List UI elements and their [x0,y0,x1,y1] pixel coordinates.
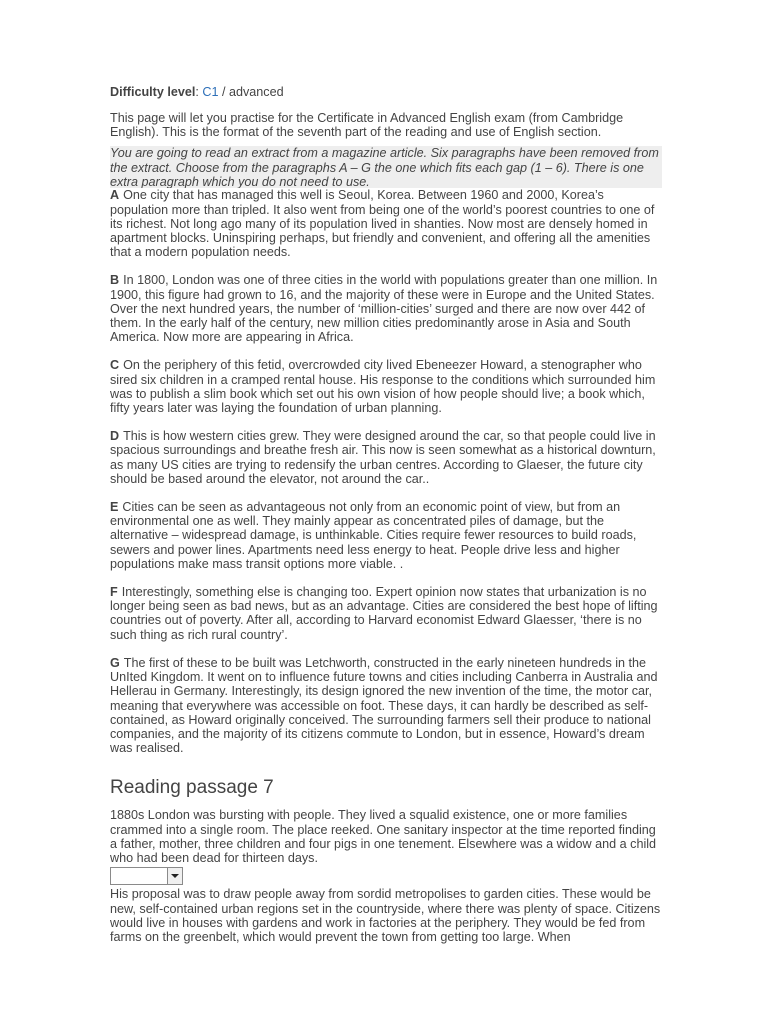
paragraph-text: This is how western cities grew. They were designed around the car, so that people could live in spacious surroundings and breathe fresh air. This now is seen somewhat as a historical downturn, as many US cities are trying to redensify the urban centres. According to Glaeser, the future city should be based around the elevator, not around the car.. [110,429,656,486]
passage-paragraph-2: His proposal was to draw people away from sordid metropolises to garden cities. These would be new, self-contained urban regions set in the countryside, where there was plenty of space. Citizens would live in houses with gardens and work in factories at the periphery. They would be fed from farms on the greenbelt, which would prevent the town from getting too large. When [110,887,661,944]
gap-1-value [111,868,167,884]
paragraph-e [110,500,662,571]
intro-text: This page will let you practise for the Certificate in Advanced English exam (from Cambridge English). This is the format of the seventh part of the reading and use of English section. [110,111,624,140]
paragraph-letter: D [110,429,120,444]
paragraph-letter: A [110,188,120,203]
section-title: Reading passage 7 [110,777,274,799]
paragraph-text: Interestingly, something else is changing too. Expert opinion now states that urbanization is no longer being seen as bad news, but as an advantage. Cities are considered the best hope of lifting countries out of poverty. After all, according to Harvard economist Edward Glaesser, ‘there is no such thing as rich rural country’. [110,585,658,642]
paragraph-a [110,188,662,259]
paragraph-f [110,585,662,642]
paragraph-letter: F [110,585,118,600]
chevron-down-icon[interactable] [167,868,182,884]
paragraph-text: Cities can be seen as advantageous not only from an economic point of view, but from an environmental one as well. They mainly appear as concentrated piles of damage, but the alternative – widespread damage, is unthinkable. Cities require fewer resources to build roads, sewers and power lines. Apartments need less energy to heat. People drive less and higher populations make mass transit options more viable. . [110,500,637,571]
paragraph-letter: G [110,655,120,670]
paragraph-letter: E [110,500,119,515]
paragraph-b [110,273,662,344]
paragraph-letter: C [110,358,120,373]
paragraph-c [110,358,662,415]
paragraph-g [110,656,662,755]
paragraph-text: One city that has managed this well is Seoul, Korea. Between 1960 and 2000, Korea’s population more than tripled. It also went from being one of the world’s poorest countries to one of its richest. Not long ago many of its population lived in shanties. Now most are densely homed in apartment blocks. Uninspiring perhaps, but friendly and convenient, and offering all the amenities that a modern population needs. [110,188,655,260]
level-link[interactable]: C1 [202,85,219,99]
difficulty-label: Difficulty level [110,85,196,99]
difficulty-separator: : [195,85,199,99]
gap-1-dropdown[interactable] [110,867,183,885]
instructions-box: You are going to read an extract from a magazine article. Six paragraphs have been removed from the extract. Choose from the paragraphs A – G the one which fits each gap (1 – 6). There is one extra paragraph which you do not need to use. [110,146,662,188]
paragraph-text: On the periphery of this fetid, overcrowded city lived Ebeneezer Howard, a stenographer who sired six children in a cramped rental house. His response to the conditions which surrounded him was to publish a slim book which set out his own vision of how people should live; a book which, fifty years later was laying the foundation of urban planning. [110,358,656,416]
difficulty-suffix: / advanced [218,85,284,99]
paragraph-d [110,429,662,486]
paragraph-text: In 1800, London was one of three cities in the world with populations greater than one million. In 1900, this figure had grown to 16, and the majority of these were in Europe and the United States. Over the next hundred years, the number of ‘million-cities’ surged and there are now over 442 of them. In the early half of the century, new million cities predominantly arose in Asia and South America. Now more are appearing in Africa. [110,273,658,345]
passage-paragraph-1: 1880s London was bursting with people. They lived a squalid existence, one or more families crammed into a single room. The place reeked. One sanitary inspector at the time reported finding a father, mother, three children and four pigs in one tenement. Elsewhere was a widow and a child who had been dead for thirteen days. [110,808,657,865]
paragraph-letter: B [110,273,120,288]
difficulty-level [110,85,662,100]
page-content [110,85,662,944]
paragraph-text: The first of these to be built was Letchworth, constructed in the early nineteen hundreds in the UnIted Kingdom. It went on to influence future towns and cities including Canberra in Australia and Hellerau in Germany. Interestingly, its design ignored the new invention of the time, the motor car, meaning that everywhere was accessible on foot. These days, it can hardly be described as self-contained, as Howard originally conceived. The surrounding farmers sell their produce to national companies, and the majority of its citizens commute to London, but in essence, Howard’s dream was realised. [110,655,658,756]
